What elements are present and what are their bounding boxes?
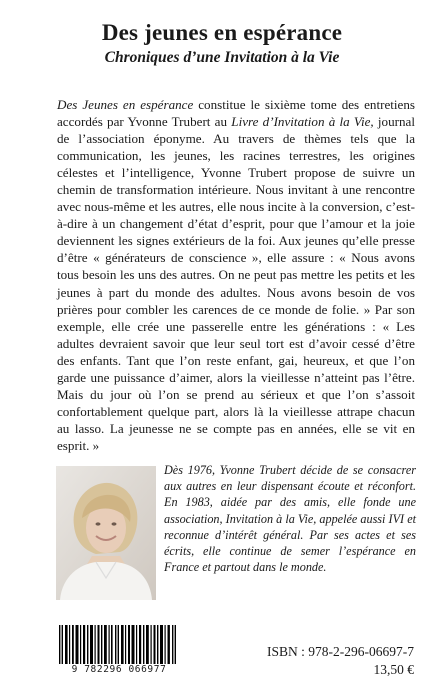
author-portrait-image bbox=[56, 466, 156, 600]
book-title: Des jeunes en espérance bbox=[101, 20, 343, 45]
price: 13,50 € bbox=[373, 662, 414, 677]
blurb-journal-title: Livre d’Invitation à la Vie, bbox=[231, 114, 374, 130]
blurb-book-title: Des Jeunes en espérance bbox=[57, 97, 194, 112]
blurb-text-part-b: journal de l’association éponyme. Au travers de thèmes tels que la communication, les jeunes, les racines terrestres, les origines célestes et l’intelligence, Yvonne Trubert propose de suivre un chemin de transformation intérieure. Nous invitant à une rencontre avec nous-même et les autres, elle nous incite à la conversion, c’est-à-dire à un changement d’état d’esprit, pour que l’amour et la joie deviennent les signes extérieurs de la foi. Aux jeunes qu’elle presse d’être « générateurs de conscience », elle assure : « Nous avons tous besoin les uns des autres. On ne peut pas mettre les petits et les jeunes à part du monde des adultes. Nous avons besoin de vos prières pour combler les carences de ce monde de folie. » Par son exemple, elle crée une passerelle entre les générations : « Les adultes devraient savoir que leur seul tort est d’avoir cessé d’être des enfants. Tant que l’on reste enfant, gai, heureux, et que l’on garde une puissance d’aimer, alors la vieillesse n’atteint pas l’être. Mais du jour où l’on se prend au sérieux et que l’on s’assoit confortablement quelque part, alors là la vieillesse attrape chacun au lasso. La jeunesse ne se compte pas en années, elle se vit en esprit. » bbox=[57, 114, 415, 453]
blurb-text bbox=[57, 96, 415, 454]
barcode-digits: 9 782296 066977 bbox=[56, 664, 182, 675]
author-photo bbox=[56, 466, 156, 600]
book-subtitle: Chroniques d’une Invitation à la Vie bbox=[104, 49, 340, 66]
isbn-number: ISBN : 978-2-296-06697-7 bbox=[267, 644, 414, 659]
author-bio: Dès 1976, Yvonne Trubert décide de se consacrer aux autres en leur dispensant écoute et réconfort. En 1983, aidée par des amis, elle fonde une association, Invitation à la Vie, appelée aussi IVI et reconnue d’intérêt général. Par ses actes et ses écrits, elle continue de semer l’espérance en France et partout dans le monde. bbox=[164, 463, 416, 575]
blurb-text-part-a: constitue le sixième tome des entretiens accordés par Yvonne Trubert au bbox=[57, 97, 416, 130]
